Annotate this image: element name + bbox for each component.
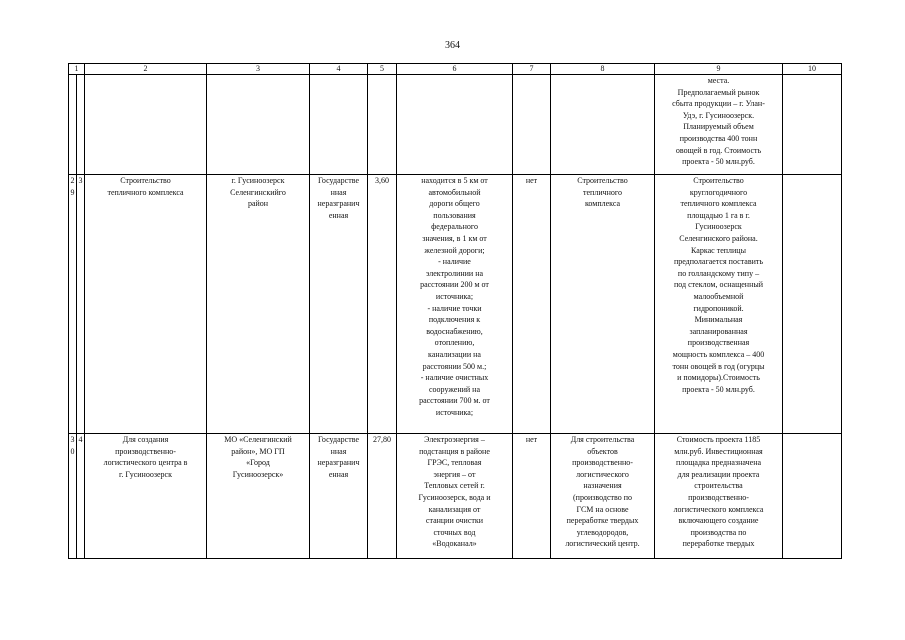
row-number-cell: 3 0 bbox=[69, 434, 77, 559]
purpose-cell: Строительство тепличного комплекса bbox=[551, 175, 655, 434]
ownership-cell bbox=[310, 75, 368, 175]
object-name-cell bbox=[85, 75, 207, 175]
row-number-cell: 2 9 bbox=[69, 175, 77, 434]
description-cell: Строительство круглогодичного тепличного комплекса площадью 1 га в г. Гусиноозерск Селенгинского района. Каркас теплицы предполагается поставить по голландскому типу – под стеклом, оснащенный малообъемной гидропоникой. Минимальная запланированная производственная мощность комплекса – 400 тонн овощей в год (огурцы и помидоры).Стоимость проекта - 50 млн.руб. bbox=[655, 175, 783, 434]
encumbrance-cell: нет bbox=[513, 434, 551, 559]
area-cell bbox=[368, 75, 397, 175]
header-cell-8: 8 bbox=[551, 64, 655, 75]
encumbrance-cell bbox=[513, 75, 551, 175]
purpose-cell bbox=[551, 75, 655, 175]
column-number-row bbox=[69, 64, 842, 75]
encumbrance-cell: нет bbox=[513, 175, 551, 434]
ownership-cell: Государстве нная неразгранич енная bbox=[310, 175, 368, 434]
header-cell-4: 4 bbox=[310, 64, 368, 75]
note-cell bbox=[783, 175, 842, 434]
infrastructure-cell: находится в 5 км от автомобильной дороги общего пользования федерального значения, в 1 км от железной дороги; - наличие электролинии на расстоянии 200 м от источника; - наличие точки подключения к водоснабжению, отоплению, канализации на расстоянии 500 м.; - наличие очистных сооружений на расстоянии 700 м. от источника; bbox=[397, 175, 513, 434]
row-number-cell bbox=[69, 75, 77, 175]
header-cell-10: 10 bbox=[783, 64, 842, 75]
infrastructure-cell bbox=[397, 75, 513, 175]
land-plots-table bbox=[68, 63, 842, 559]
page-number: 364 bbox=[445, 40, 460, 51]
description-cell: Стоимость проекта 1185 млн.руб. Инвестиционная площадка предназначена для реализации проекта строительства производственно- логистического комплекса включающего создание производства по переработке твердых bbox=[655, 434, 783, 559]
area-cell: 27,80 bbox=[368, 434, 397, 559]
row-index-cell: 4 bbox=[77, 434, 85, 559]
object-name-cell: Для создания производственно- логистического центра в г. Гусиноозерск bbox=[85, 434, 207, 559]
table-row bbox=[69, 175, 842, 434]
header-cell-2: 2 bbox=[85, 64, 207, 75]
table-row bbox=[69, 75, 842, 175]
table-row bbox=[69, 434, 842, 559]
object-name-cell: Строительство тепличного комплекса bbox=[85, 175, 207, 434]
header-cell-5: 5 bbox=[368, 64, 397, 75]
note-cell bbox=[783, 434, 842, 559]
header-cell-1: 1 bbox=[69, 64, 85, 75]
header-cell-9: 9 bbox=[655, 64, 783, 75]
row-index-cell bbox=[77, 75, 85, 175]
description-cell: места. Предполагаемый рынок сбыта продукции – г. Улан- Удэ, г. Гусиноозерск. Планируемый объем производства 400 тонн овощей в год. Стоимость проекта - 50 млн.руб. bbox=[655, 75, 783, 175]
area-cell: 3,60 bbox=[368, 175, 397, 434]
purpose-cell: Для строительства объектов производственно- логистического назначения (производство по ГСМ на основе переработке твердых углеводородов, логистический центр. bbox=[551, 434, 655, 559]
infrastructure-cell: Электроэнергия – подстанция в районе ГРЭС, тепловая энергия – от Тепловых сетей г. Гусиноозерск, вода и канализация от станции очистки сточных вод «Водоканал» bbox=[397, 434, 513, 559]
location-cell: МО «Селенгинский район», МО ГП «Город Гусиноозерск» bbox=[207, 434, 310, 559]
header-cell-7: 7 bbox=[513, 64, 551, 75]
header-cell-3: 3 bbox=[207, 64, 310, 75]
header-cell-6: 6 bbox=[397, 64, 513, 75]
note-cell bbox=[783, 75, 842, 175]
ownership-cell: Государстве нная неразгранич енная bbox=[310, 434, 368, 559]
location-cell bbox=[207, 75, 310, 175]
location-cell: г. Гусиноозерск Селенгинскийго район bbox=[207, 175, 310, 434]
row-index-cell: 3 bbox=[77, 175, 85, 434]
